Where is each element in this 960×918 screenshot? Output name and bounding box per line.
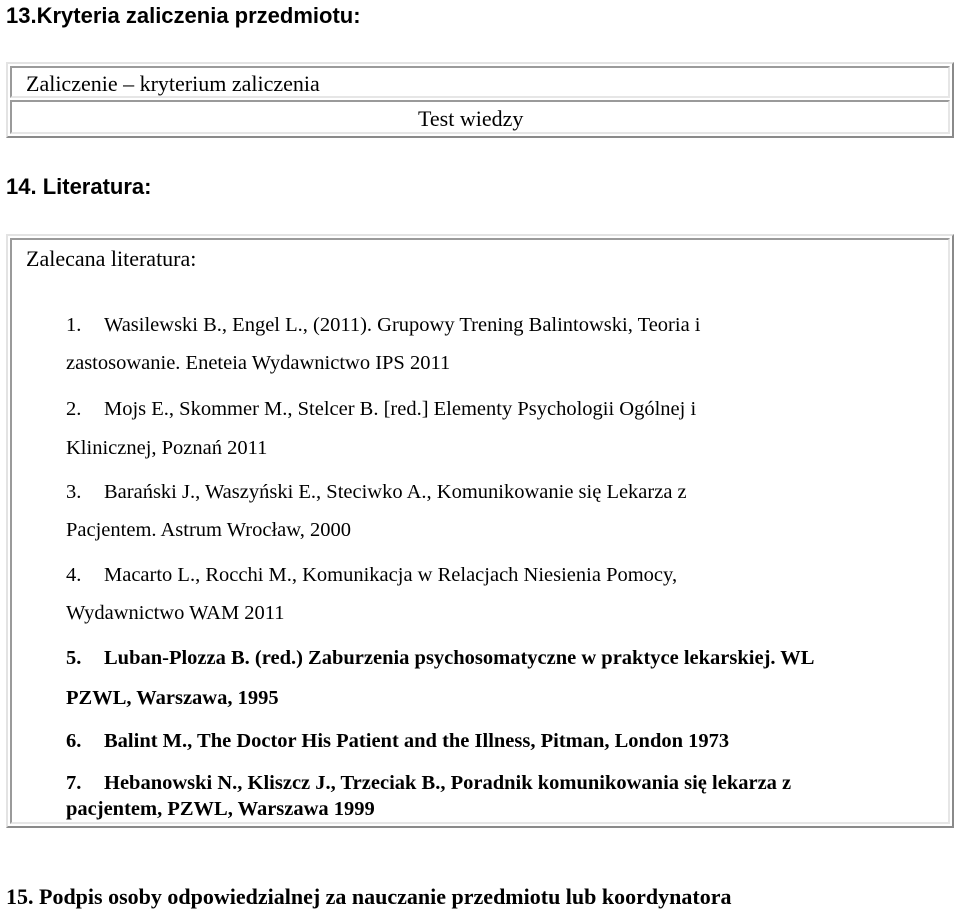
reference-text: Klinicznej, Poznań 2011	[66, 437, 268, 459]
reference-text: pacjentem, PZWL, Warszawa 1999	[66, 798, 375, 820]
literature-table	[6, 234, 954, 828]
reference-number: 3.	[66, 481, 82, 503]
section-15-heading: 15. Podpis osoby odpowiedzialnej za nauczanie przedmiotu lub koordynatora	[6, 884, 732, 909]
reference-text: Wasilewski B., Engel L., (2011). Grupowy Trening Balintowski, Teoria i	[104, 314, 701, 336]
reference-number: 2.	[66, 398, 82, 420]
reference-line	[66, 686, 279, 710]
reference-text: Hebanowski N., Kliszcz J., Trzeciak B., Poradnik komunikowania się lekarza z	[104, 772, 792, 794]
reference-text: Luban-Plozza B. (red.) Zaburzenia psychosomatyczne w praktyce lekarskiej. WL	[104, 647, 815, 669]
reference-line	[66, 563, 677, 587]
reference-number: 4.	[66, 564, 82, 586]
criteria-value-cell	[10, 100, 950, 134]
section-13-heading: 13.Kryteria zaliczenia przedmiotu:	[6, 3, 361, 28]
literature-header: Zalecana literatura:	[26, 246, 197, 271]
reference-text: Mojs E., Skommer M., Stelcer B. [red.] Elementy Psychologii Ogólnej i	[104, 398, 697, 420]
reference-line	[66, 480, 687, 504]
criteria-header: Zaliczenie – kryterium zaliczenia	[26, 71, 320, 96]
reference-text: Pacjentem. Astrum Wrocław, 2000	[66, 519, 351, 541]
reference-text: Balint M., The Doctor His Patient and the Illness, Pitman, London 1973	[104, 730, 730, 752]
reference-line	[66, 729, 729, 753]
reference-text: zastosowanie. Eneteia Wydawnictwo IPS 2011	[66, 352, 451, 374]
reference-line	[66, 797, 375, 821]
criteria-table	[6, 62, 954, 138]
reference-number: 7.	[66, 772, 82, 794]
reference-line	[66, 397, 696, 421]
reference-text: Macarto L., Rocchi M., Komunikacja w Relacjach Niesienia Pomocy,	[104, 564, 678, 586]
reference-number: 5.	[66, 647, 82, 669]
reference-text: PZWL, Warszawa, 1995	[66, 687, 279, 709]
reference-line	[66, 436, 267, 460]
reference-line	[66, 601, 285, 625]
reference-line	[66, 313, 701, 337]
reference-line	[66, 351, 450, 375]
reference-text: Wydawnictwo WAM 2011	[66, 602, 285, 624]
reference-line	[66, 646, 814, 670]
reference-number: 6.	[66, 730, 82, 752]
reference-line	[66, 518, 351, 542]
section-14-heading: 14. Literatura:	[6, 174, 152, 199]
reference-line	[66, 771, 791, 795]
reference-text: Barański J., Waszyński E., Steciwko A., Komunikowanie się Lekarza z	[104, 481, 687, 503]
reference-number: 1.	[66, 314, 82, 336]
criteria-value: Test wiedzy	[418, 106, 524, 131]
literature-cell	[10, 238, 950, 824]
criteria-header-cell	[10, 66, 950, 98]
